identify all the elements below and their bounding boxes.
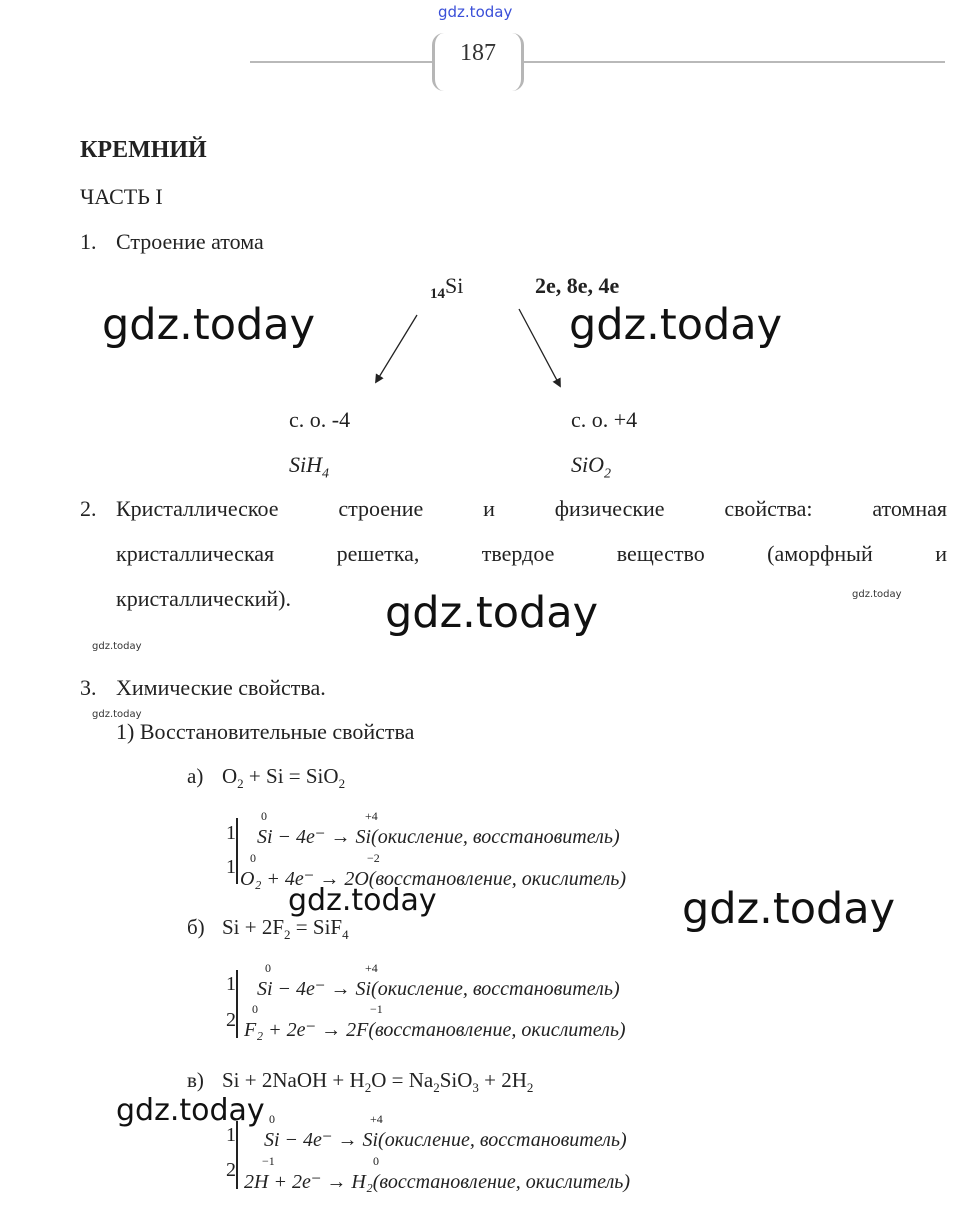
- reaction-c-coef1: 1: [226, 1124, 236, 1146]
- section2-line2: [116, 541, 947, 567]
- reaction-a-line1: Si − 4e⁻ → Si(окисление, восстановитель): [257, 826, 620, 848]
- word: физические: [554, 496, 665, 521]
- reaction-a-coef2: 1: [226, 856, 236, 878]
- eq-part: O: [222, 764, 238, 788]
- word: твердое: [481, 541, 555, 566]
- watermark: gdz.today: [852, 589, 902, 600]
- word: (аморфный: [767, 541, 873, 566]
- reaction-b-coef1: 1: [226, 973, 236, 995]
- eq-sub: 2: [433, 1080, 440, 1096]
- reaction-a-ox1a: 0: [261, 809, 267, 823]
- reaction-b-ox2b: −1: [370, 1002, 383, 1016]
- word: и: [483, 496, 495, 521]
- reaction-b-equation: [222, 915, 349, 943]
- arrow-right: [519, 309, 560, 386]
- page-title: КРЕМНИЙ: [80, 137, 207, 163]
- right-compound: [571, 452, 611, 482]
- eq-sub: 2: [526, 1080, 534, 1096]
- watermark: gdz.today: [569, 300, 783, 350]
- element-symbol: [430, 273, 464, 302]
- reaction-a-bracket: [236, 818, 238, 884]
- element-name: Si: [445, 273, 464, 298]
- reaction-c-ox1b: +4: [370, 1112, 383, 1126]
- subsection-heading: 1) Восстановительные свойства: [116, 719, 415, 744]
- reaction-c-ox2b: 0: [373, 1154, 379, 1168]
- arrow-left: [376, 315, 417, 382]
- reaction-a-line2: O₂ + 4e⁻ → 2O(восстановление, окислитель): [240, 868, 627, 890]
- eq-part: Si + 2F: [222, 915, 285, 939]
- header-rule-right: [522, 61, 945, 63]
- eq-part: SiO: [439, 1068, 473, 1092]
- watermark: gdz.today: [116, 1093, 265, 1128]
- word: вещество: [616, 541, 705, 566]
- eq-part: = SiF: [290, 915, 343, 939]
- reaction-c-ox1a: 0: [269, 1112, 275, 1126]
- reaction-c-ox2a: −1: [262, 1154, 275, 1168]
- eq-part: + Si = SiO: [243, 764, 339, 788]
- eq-part: O = Na: [371, 1068, 434, 1092]
- eq-sub: 2: [284, 927, 291, 943]
- section2-line3: кристаллический).: [116, 586, 292, 611]
- watermark: gdz.today: [92, 641, 142, 652]
- valence-arrows: [360, 300, 580, 400]
- reaction-b-label: б): [187, 915, 205, 939]
- word: решетка,: [336, 541, 420, 566]
- reaction-a-label: а): [187, 764, 204, 788]
- eq-sub: 2: [338, 776, 346, 792]
- reaction-c-line1: Si − 4e⁻ → Si(окисление, восстановитель): [264, 1129, 627, 1151]
- eq-sub: 4: [342, 927, 349, 943]
- reaction-b-ox1a: 0: [265, 961, 271, 975]
- word: атомная: [872, 496, 947, 521]
- right-compound-formula: SiO: [571, 452, 604, 477]
- watermark: gdz.today: [385, 588, 599, 638]
- eq-part: Si + 2NaOH + H: [222, 1068, 365, 1092]
- reaction-a-coef1: 1: [226, 822, 236, 844]
- element-atomic-number: 14: [430, 286, 445, 302]
- left-compound-formula: SiH: [289, 452, 322, 477]
- eq-sub: 3: [472, 1080, 479, 1096]
- section3-heading: Химические свойства.: [116, 675, 326, 700]
- reaction-c-bracket: [236, 1121, 238, 1189]
- watermark-top: gdz.today: [438, 3, 513, 21]
- word: и: [935, 541, 947, 566]
- reaction-b-ox2a: 0: [252, 1002, 258, 1016]
- electron-config: 2е, 8е, 4е: [535, 273, 620, 298]
- right-oxidation-state: с. о. +4: [571, 407, 638, 432]
- eq-sub: 2: [364, 1080, 372, 1096]
- left-compound-sub: 4: [322, 466, 329, 482]
- reaction-c-equation: [222, 1068, 533, 1096]
- section1-number: 1.: [80, 229, 97, 254]
- reaction-b-bracket: [236, 970, 238, 1038]
- reaction-b-coef2: 2: [226, 1009, 236, 1031]
- section2-line1: [116, 496, 947, 522]
- word: кристаллическая: [116, 541, 275, 566]
- watermark: gdz.today: [682, 884, 896, 934]
- reaction-c-label: в): [187, 1068, 204, 1092]
- eq-sub: 2: [237, 776, 244, 792]
- reaction-b-line1: Si − 4e⁻ → Si(окисление, восстановитель): [257, 978, 620, 1000]
- eq-part: + 2H: [478, 1068, 527, 1092]
- word: свойства:: [724, 496, 813, 521]
- page-number: 187: [460, 40, 496, 66]
- reaction-c-coef2: 2: [226, 1159, 236, 1181]
- right-compound-sub: 2: [604, 466, 611, 482]
- reaction-a-ox1b: +4: [365, 809, 378, 823]
- section1-heading: Строение атома: [116, 229, 264, 254]
- watermark: gdz.today: [102, 300, 316, 350]
- reaction-a-ox2b: −2: [367, 851, 380, 865]
- watermark: gdz.today: [288, 883, 437, 918]
- reaction-c-line2: 2H + 2e⁻ → H₂(восстановление, окислитель): [244, 1171, 631, 1193]
- watermark: gdz.today: [92, 709, 142, 720]
- reaction-b-line2: F₂ + 2e⁻ → 2F(восстановление, окислитель): [244, 1019, 626, 1041]
- word: Кристаллическое: [116, 496, 279, 521]
- part-heading: ЧАСТЬ I: [80, 184, 163, 209]
- reaction-a-equation: [222, 764, 345, 792]
- section2-number: 2.: [80, 496, 97, 521]
- left-oxidation-state: с. о. -4: [289, 407, 351, 432]
- reaction-a-ox2a: 0: [250, 851, 256, 865]
- reaction-b-ox1b: +4: [365, 961, 378, 975]
- section3-number: 3.: [80, 675, 97, 700]
- word: строение: [338, 496, 424, 521]
- left-compound: [289, 452, 329, 482]
- header-rule-left: [250, 61, 432, 63]
